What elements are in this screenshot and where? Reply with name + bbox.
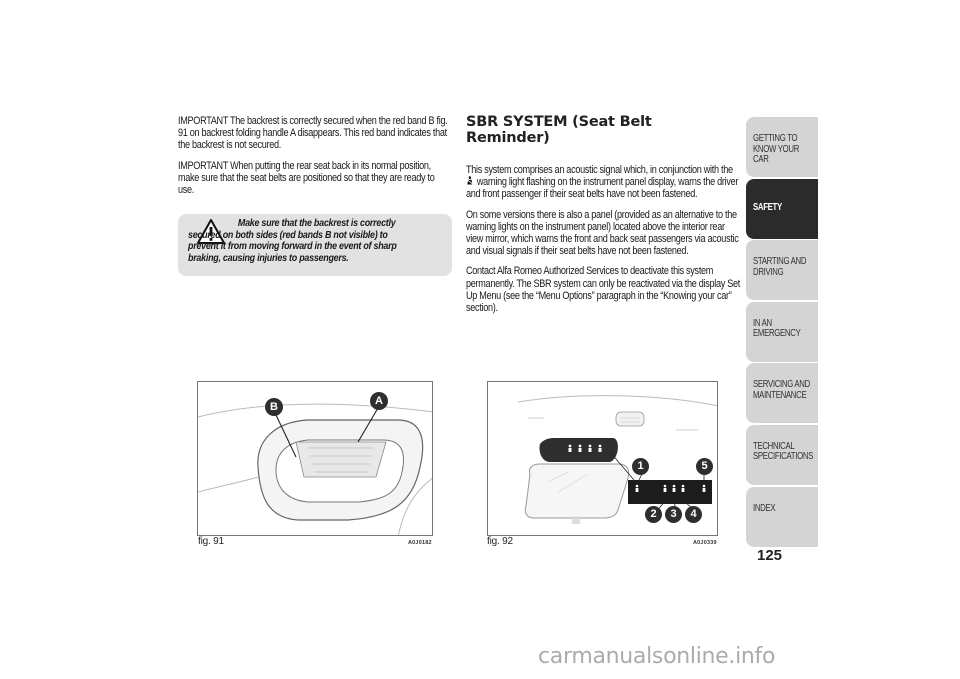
tab-servicing-and-maintenance[interactable]: SERVICING AND MAINTENANCE — [746, 363, 818, 423]
seat-belt-icon — [466, 176, 475, 188]
callout-3: 3 — [665, 506, 682, 523]
tab-technical-specifications[interactable]: TECHNICAL SPECIFICATIONS — [746, 425, 818, 485]
tab-safety[interactable]: SAFETY — [746, 179, 818, 239]
tab-starting-and-driving[interactable]: STARTING AND DRIVING — [746, 240, 818, 300]
tab-getting-to-know-your-car[interactable]: GETTING TO KNOW YOUR CAR — [746, 117, 818, 177]
callout-1: 1 — [632, 458, 649, 475]
right-column — [466, 115, 742, 322]
figure-92-code: A0J0339 — [693, 540, 717, 546]
tab-index[interactable]: INDEX — [746, 487, 818, 547]
section-heading: SBR SYSTEM (Seat Belt Reminder) — [466, 114, 652, 146]
figure-91-code: A0J0182 — [408, 540, 432, 546]
callout-b: B — [265, 398, 283, 416]
figure-92-illustration — [487, 381, 718, 536]
tab-in-an-emergency[interactable]: IN AN EMERGENCY — [746, 302, 818, 362]
warning-box — [178, 214, 452, 276]
figure-92-label: fig. 92 — [487, 536, 513, 547]
panel-description-paragraph: On some versions there is also a panel (provided as an alternative to the warning lights on the instrument panel) located above the interior rear view mirror, which warns the front and back seat passengers via acoustic and visual signals if their seat belts have not been fastened. — [466, 208, 739, 258]
left-column — [178, 115, 452, 204]
watermark: carmanualsonline.info — [538, 644, 776, 669]
figure-91-illustration — [197, 381, 433, 536]
callout-4: 4 — [685, 506, 702, 523]
callout-a: A — [370, 392, 388, 410]
page-number: 125 — [757, 547, 783, 564]
warning-text: Make sure that the backrest is correctly secured on both sides (red bands B not visible) to prevent it from moving forward in the event of sharp braking, causing injuries to passengers. — [188, 218, 397, 264]
callout-2: 2 — [645, 506, 662, 523]
important-backrest-paragraph: IMPORTANT The backrest is correctly secured when the red band B fig. 91 on backrest folding handle A disappears. This red band indicates that the backrest is not secured. — [178, 115, 448, 152]
chapter-tabs — [746, 117, 818, 548]
important-seat-belt-paragraph: IMPORTANT When putting the rear seat back in its normal position, make sure that the seat belts are positioned so that they are ready to use. — [178, 159, 435, 197]
figure-91-label: fig. 91 — [198, 536, 224, 547]
deactivation-paragraph: Contact Alfa Romeo Authorized Services to deactivate this system permanently. The SBR system can only be reactivated via the display Set Up Menu (see the “Menu Options” paragraph in the “Knowing your car” section). — [466, 265, 741, 315]
callout-5: 5 — [696, 458, 713, 475]
sbr-description-paragraph: This system comprises an acoustic signal which, in conjunction with the warning light flashing on the instrument panel display, warns the driver and front passenger if their seat belts have not been fastened. — [466, 164, 739, 201]
